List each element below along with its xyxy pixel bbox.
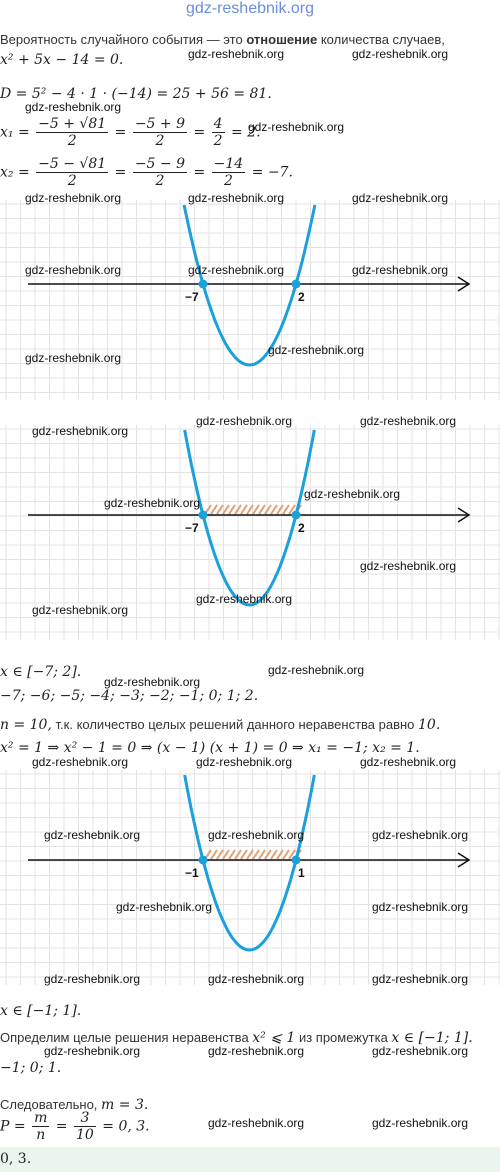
watermark: gdz-reshebnik.org xyxy=(268,343,365,357)
root-label-right-1: 2 xyxy=(298,290,305,304)
hatch-stroke xyxy=(265,850,271,859)
intro-text xyxy=(0,32,445,47)
probability-line xyxy=(0,1110,150,1143)
p-tail: = 0, 3. xyxy=(102,1118,150,1135)
x2-f1-num: −5 − √81 xyxy=(38,156,107,172)
n-math: n = 10, xyxy=(0,717,52,733)
x2-frac-3 xyxy=(212,156,246,189)
hatch-stroke xyxy=(217,850,223,859)
hatch-stroke xyxy=(229,505,235,514)
x1-tail: = 2. xyxy=(231,124,261,141)
x1-eq-1: = xyxy=(114,124,127,141)
x2-tail: = −7. xyxy=(251,164,293,181)
hatch-stroke xyxy=(259,505,265,514)
watermark: gdz-reshebnik.org xyxy=(372,900,469,914)
x1-eq-2: = xyxy=(193,124,206,141)
p-frac-2 xyxy=(74,1110,96,1143)
watermark: gdz-reshebnik.org xyxy=(32,755,129,769)
x1-lhs: x₁ = xyxy=(0,124,30,141)
determine-text2: из промежутка xyxy=(295,1030,392,1045)
watermark: gdz-reshebnik.org xyxy=(360,414,457,428)
x2-eq-1: = xyxy=(114,164,127,181)
hatch-stroke xyxy=(211,850,217,859)
hatch-stroke xyxy=(211,505,217,514)
discriminant: D = 5² − 4 · 1 · (−14) = 25 + 56 = 81. xyxy=(0,86,272,102)
p-f2-den: 10 xyxy=(75,1127,94,1143)
p-frac-1 xyxy=(32,1110,49,1143)
hatch-stroke xyxy=(241,850,247,859)
root-label-left-1: −7 xyxy=(185,290,199,304)
root-point-left-1 xyxy=(199,280,208,289)
hatch-stroke xyxy=(271,505,277,514)
x2-frac-2 xyxy=(133,156,187,189)
hatch-stroke xyxy=(283,505,289,514)
x2-f3-den: 2 xyxy=(223,173,233,189)
watermark: gdz-reshebnik.org xyxy=(116,900,213,914)
watermark: gdz-reshebnik.org xyxy=(372,972,469,986)
determine-text: Определим целые решения неравенства xyxy=(0,1030,253,1045)
x2-f3-num: −14 xyxy=(213,156,244,172)
watermark: gdz-reshebnik.org xyxy=(104,496,201,510)
hatch-stroke xyxy=(277,505,283,514)
parabola-graph-1 xyxy=(0,200,500,400)
answer-box xyxy=(0,1147,500,1172)
x2-f1-den: 2 xyxy=(67,173,77,189)
hatch-stroke xyxy=(253,505,259,514)
x1-f2-num: −5 + 9 xyxy=(134,116,185,132)
hatch-stroke xyxy=(271,850,277,859)
watermark: gdz-reshebnik.org xyxy=(104,675,201,689)
intro-after: количества случаев, xyxy=(317,32,445,47)
watermark: gdz-reshebnik.org xyxy=(372,828,469,842)
equation-2: x² = 1 ⇒ x² − 1 = 0 ⇒ (x − 1) (x + 1) = 0 ⇒ x₁ = −1; x₂ = 1. xyxy=(0,740,420,756)
watermark: gdz-reshebnik.org xyxy=(360,559,457,573)
watermark: gdz-reshebnik.org xyxy=(25,100,122,114)
watermark: gdz-reshebnik.org xyxy=(196,592,293,606)
watermark: gdz-reshebnik.org xyxy=(360,755,457,769)
watermark: gdz-reshebnik.org xyxy=(32,424,129,438)
x1-frac-2 xyxy=(133,116,187,149)
root-point-left-2 xyxy=(199,511,208,520)
watermark: gdz-reshebnik.org xyxy=(188,47,285,61)
watermark: gdz-reshebnik.org xyxy=(268,663,365,677)
watermark: gdz-reshebnik.org xyxy=(188,263,285,277)
watermark: gdz-reshebnik.org xyxy=(196,755,293,769)
root-label-right-3: 1 xyxy=(298,866,305,880)
interval-2: x ∈ [−1; 1]. xyxy=(0,1003,82,1019)
hatch-stroke xyxy=(253,850,259,859)
x1-f1-den: 2 xyxy=(67,133,77,149)
hatch-stroke xyxy=(259,850,265,859)
x1-f3-den: 2 xyxy=(213,133,223,149)
parabola-graph-3 xyxy=(0,770,500,985)
hatch-stroke xyxy=(241,505,247,514)
m-math: m = 3. xyxy=(101,1097,149,1113)
equation-1: x² + 5x − 14 = 0. xyxy=(0,52,124,68)
n-text: т.к. количество целых решений данного неравенства равно xyxy=(51,717,419,732)
grid-3 xyxy=(0,770,500,985)
m-text: Следовательно, xyxy=(0,1097,102,1112)
root-point-left-3 xyxy=(199,856,208,865)
n-line xyxy=(0,714,440,733)
x1-frac-1 xyxy=(36,116,108,149)
watermark: gdz-reshebnik.org xyxy=(352,47,449,61)
watermark: gdz-reshebnik.org xyxy=(352,263,449,277)
answer-text: 0, 3. xyxy=(0,1151,32,1167)
integers-1: −7; −6; −5; −4; −3; −2; −1; 0; 1; 2. xyxy=(0,688,259,704)
watermark: gdz-reshebnik.org xyxy=(44,972,141,986)
watermark: gdz-reshebnik.org xyxy=(352,191,449,205)
root-x1 xyxy=(0,116,261,149)
root-point-right-1 xyxy=(292,280,301,289)
interval-1: x ∈ [−7; 2]. xyxy=(0,664,82,680)
p-f1-num: m xyxy=(34,1110,48,1126)
watermark: gdz-reshebnik.org xyxy=(44,1044,141,1058)
x2-frac-1 xyxy=(36,156,108,189)
root-label-right-2: 2 xyxy=(298,521,305,535)
determine-math: x² ⩽ 1 xyxy=(252,1030,296,1046)
watermark: gdz-reshebnik.org xyxy=(208,972,305,986)
hatch-stroke xyxy=(217,505,223,514)
watermark: gdz-reshebnik.org xyxy=(196,414,293,428)
determine-math2: x ∈ [−1; 1]. xyxy=(391,1030,473,1046)
x2-lhs: x₂ = xyxy=(0,164,30,181)
intro-before: Вероятность случайного события — это xyxy=(0,32,247,47)
watermark: gdz-reshebnik.org xyxy=(188,191,285,205)
x2-f2-den: 2 xyxy=(155,173,165,189)
watermark: gdz-reshebnik.org xyxy=(208,1044,305,1058)
p-eq: = xyxy=(55,1118,68,1135)
x1-f1-num: −5 + √81 xyxy=(38,116,107,132)
hatch-stroke xyxy=(283,850,289,859)
hatch-stroke xyxy=(277,850,283,859)
hatch-stroke xyxy=(229,850,235,859)
x1-f2-den: 2 xyxy=(155,133,165,149)
grid-1 xyxy=(0,200,500,400)
root-point-right-2 xyxy=(292,511,301,520)
p-f2-num: 3 xyxy=(74,1110,96,1127)
x2-f2-num: −5 − 9 xyxy=(134,156,185,172)
watermark: gdz-reshebnik.org xyxy=(208,1116,305,1130)
x2-eq-2: = xyxy=(193,164,206,181)
root-x2 xyxy=(0,156,293,189)
watermark: gdz-reshebnik.org xyxy=(248,120,345,134)
watermark: gdz-reshebnik.org xyxy=(372,1116,469,1130)
root-label-left-3: −1 xyxy=(185,866,199,880)
watermark: gdz-reshebnik.org xyxy=(372,1044,469,1058)
hatch-stroke xyxy=(265,505,271,514)
watermark: gdz-reshebnik.org xyxy=(25,263,122,277)
integers-2: −1; 0; 1. xyxy=(0,1060,62,1076)
watermark: gdz-reshebnik.org xyxy=(25,191,122,205)
watermark: gdz-reshebnik.org xyxy=(25,351,122,365)
n-num: 10. xyxy=(418,717,441,733)
site-title: gdz-reshebnik.org xyxy=(185,0,315,17)
root-point-right-3 xyxy=(292,856,301,865)
x1-frac-3 xyxy=(212,116,225,149)
watermark: gdz-reshebnik.org xyxy=(32,603,129,617)
x1-f3-num: 4 xyxy=(213,116,223,132)
intro-bold: отношение xyxy=(246,32,318,47)
watermark: gdz-reshebnik.org xyxy=(208,828,305,842)
p-f1-den: n xyxy=(36,1127,46,1143)
root-label-left-2: −7 xyxy=(185,521,199,535)
p-lhs: P = xyxy=(0,1118,26,1135)
watermark: gdz-reshebnik.org xyxy=(44,828,141,842)
watermark: gdz-reshebnik.org xyxy=(304,487,401,501)
